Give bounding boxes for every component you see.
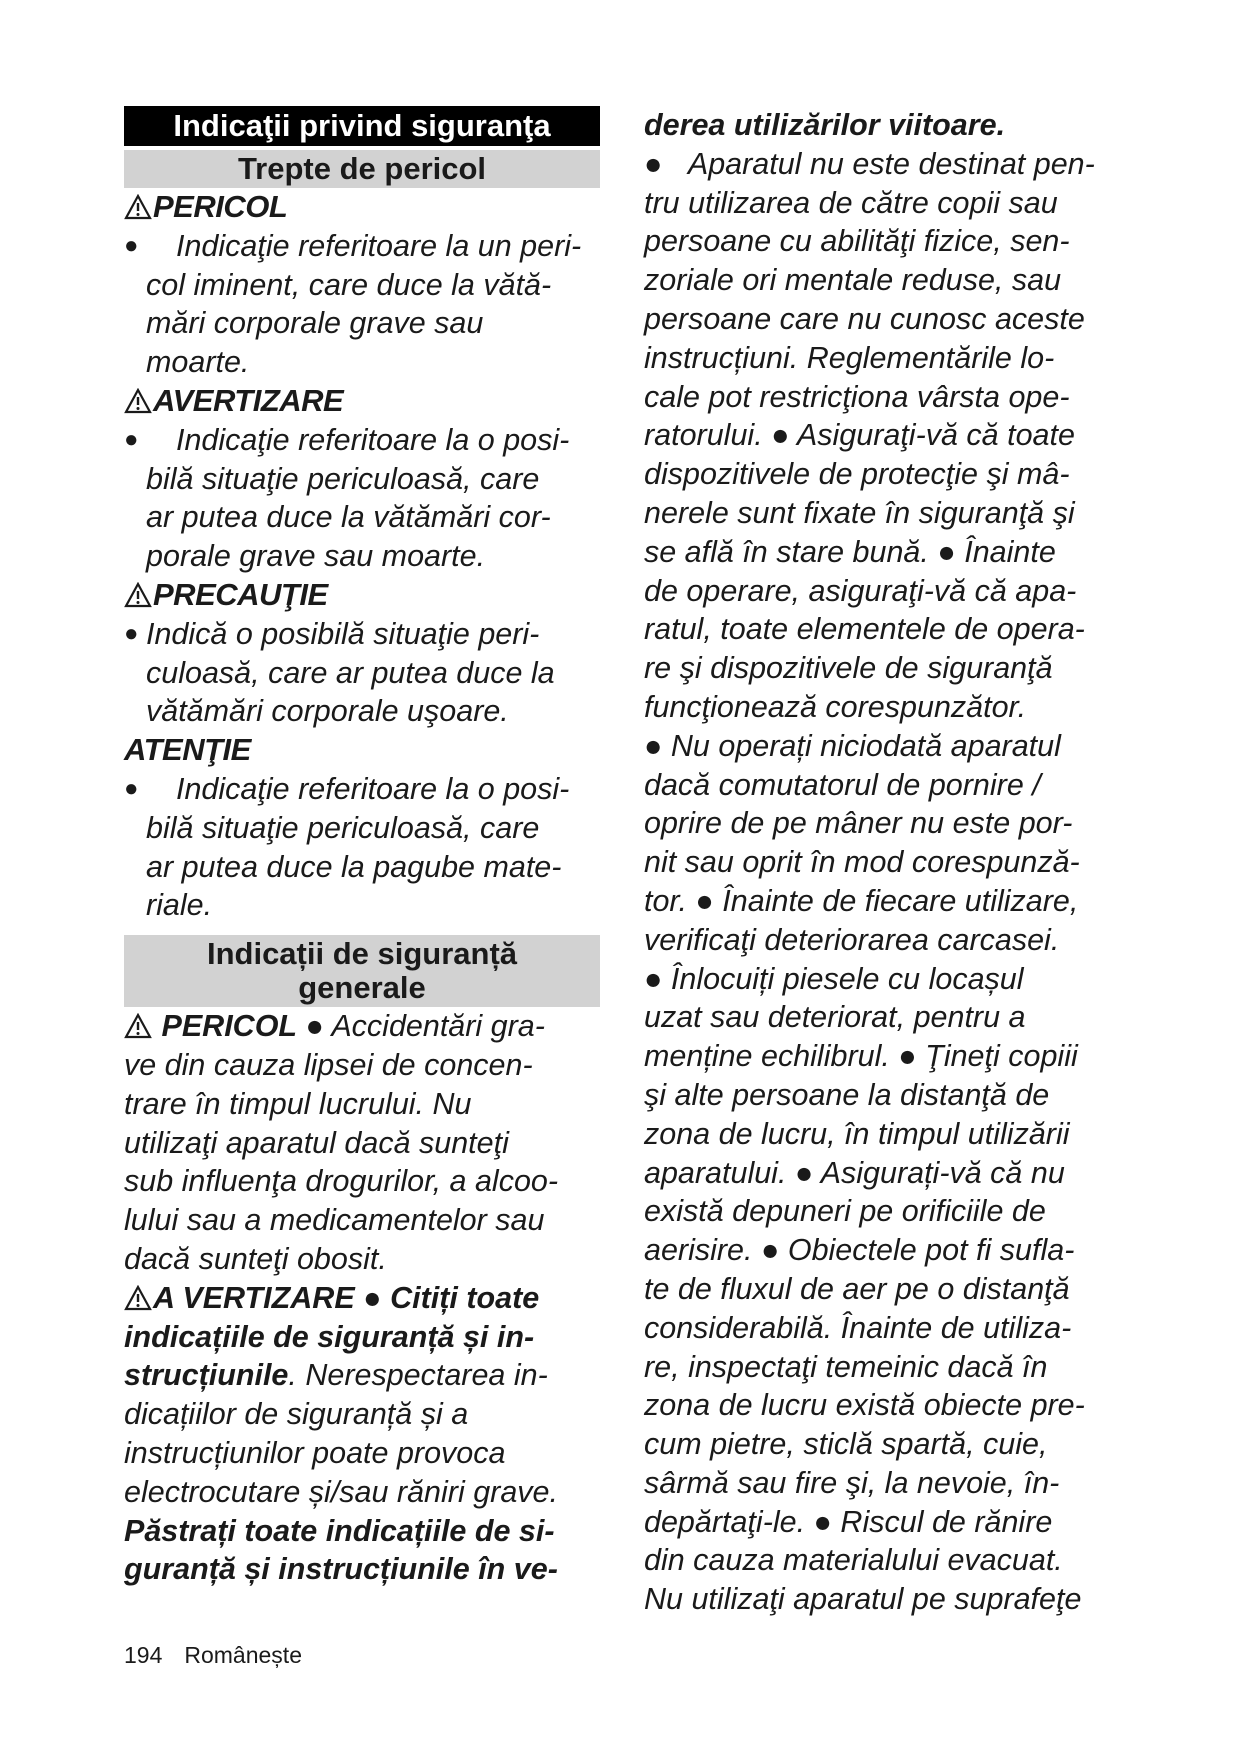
text-line: ratorului. ● Asiguraţi-vă că toate (644, 418, 1075, 453)
bullet-icon: ● (124, 231, 139, 259)
text-line: zoriale ori mentale reduse, sau (644, 263, 1062, 298)
right-column (644, 106, 1144, 1619)
text-line: există depuneri pe orificiile de (644, 1194, 1046, 1229)
text-line: considerabilă. Înainte de utiliza- (644, 1310, 1072, 1345)
section-header-safety: Indicaţii privind siguranţa (124, 106, 600, 146)
warning-triangle-icon (124, 194, 152, 220)
text-line: uzat sau deteriorat, pentru a (644, 1000, 1026, 1035)
text-line: ratul, toate elementele de opera- (644, 612, 1085, 647)
text-line: nit sau oprit în mod corespunză- (644, 845, 1080, 880)
text-line: aerisire. ● Obiectele pot fi sufla- (644, 1233, 1075, 1268)
text-line: re şi dispozitivele de siguranţă (644, 651, 1053, 686)
warning-triangle-icon (124, 1285, 152, 1311)
text-line: te de fluxul de aer pe o distanţă (644, 1271, 1070, 1306)
text-line: cale pot restricţiona vârsta ope- (644, 379, 1070, 414)
bullet-icon: ● (124, 425, 139, 453)
level-text-avertizare: ● Indicaţie referitoare la o posi- bilă situaţie periculoasă, care ar putea duce la vătămări cor- porale grave sau moarte. (124, 422, 570, 574)
text-line: depărtaţi-le. ● Riscul de rănire (644, 1504, 1053, 1539)
text-line: cum pietre, sticlă spartă, cuie, (644, 1427, 1048, 1462)
level-text-pericol: ● Indicaţie referitoare la un peri- col iminent, care duce la vătă- mări corporale grave sau moarte. (124, 228, 582, 380)
left-column (124, 106, 600, 1589)
text-line: zona de lucru, în timpul utilizării (644, 1116, 1070, 1151)
text-line: instrucțiuni. Reglementările lo- (644, 340, 1055, 375)
general-pericol-paragraph: PERICOL ● Accidentări gra- ve din cauza lipsei de concen- trare în timpul lucrului. Nu utilizaţi aparatul dacă sunteţi sub influenţa drogurilor, a alcoo- lului sau a medicamentelor sau dacă sunteţi obosit. (124, 1009, 559, 1276)
level-title-precautie: PRECAUŢIE (124, 576, 600, 615)
continued-line: derea utilizărilor viitoare. (644, 108, 1006, 142)
text-line: menține echilibrul. ● Ţineţi copiii (644, 1039, 1078, 1074)
bullet-icon: ● (124, 774, 139, 802)
text-line: zona de lucru există obiecte pre- (644, 1388, 1085, 1423)
text-line: dacă comutatorul de pornire / (644, 767, 1041, 802)
level-text-atentie: ● Indicaţie referitoare la o posi- bilă situaţie periculoasă, care ar putea duce la pagube mate- riale. (124, 771, 570, 923)
text-line: din cauza materialului evacuat. (644, 1543, 1063, 1578)
warning-triangle-icon (124, 1013, 152, 1039)
text-line: persoane care nu cunosc aceste (644, 301, 1085, 336)
text-line: şi alte persoane la distanţă de (644, 1077, 1050, 1112)
text-line: sârmă sau fire şi, la nevoie, în- (644, 1465, 1060, 1500)
text-line: verificaţi deteriorarea carcasei. (644, 922, 1060, 957)
right-body-text (644, 145, 1144, 1619)
text-line: ● Înlocuiți piesele cu locașul (644, 961, 1024, 996)
text-line: de operare, asiguraţi-vă că apa- (644, 573, 1077, 608)
subheader-general-safety: Indicații de siguranță generale (124, 935, 600, 1007)
warning-triangle-icon (124, 388, 152, 414)
general-avertizare-paragraph: A VERTIZARE ● Citiți toate indicațiile de siguranță și in- strucțiunile. Nerespectarea in- dicațiilor de siguranță și a instrucțiunilor poate provoca electrocutare și/sau răniri grave. Păstrați toate indicațiile de si- guranță și instrucțiunile în ve- (124, 1280, 558, 1587)
warning-triangle-icon (124, 582, 152, 608)
text-line: ● Aparatul nu este destinat pen- (644, 146, 1095, 181)
text-line: persoane cu abilităţi fizice, sen- (644, 224, 1070, 259)
text-line: se află în stare bună. ● Înainte (644, 534, 1056, 569)
text-line: nerele sunt fixate în siguranţă şi (644, 495, 1075, 530)
text-line: tor. ● Înainte de fiecare utilizare, (644, 883, 1079, 918)
text-line: dispozitivele de protecţie şi mâ- (644, 457, 1070, 492)
text-line: oprire de pe mâner nu este por- (644, 806, 1073, 841)
footer-language: Românește (184, 1642, 302, 1668)
text-line: Nu utilizaţi aparatul pe suprafeţe (644, 1582, 1082, 1617)
text-line: funcţionează corespunzător. (644, 689, 1027, 724)
level-title-avertizare: AVERTIZARE (124, 382, 600, 421)
text-line: re, inspectaţi temeinic dacă în (644, 1349, 1048, 1384)
text-line: aparatului. ● Asigurați-vă că nu (644, 1155, 1065, 1190)
text-line: ● Nu operați niciodată aparatul (644, 728, 1061, 763)
bullet-icon: ● (124, 619, 139, 647)
subheader-hazard-levels: Trepte de pericol (124, 150, 600, 188)
level-text-precautie: ● Indică o posibilă situaţie peri- culoasă, care ar putea duce la vătămări corporale uşoare. (124, 616, 555, 729)
page-footer (124, 1642, 302, 1669)
text-line: tru utilizarea de către copii sau (644, 185, 1058, 220)
level-title-atentie: ATENŢIE (124, 732, 251, 768)
page-number: 194 (124, 1642, 163, 1668)
level-title-pericol: PERICOL (124, 188, 600, 227)
